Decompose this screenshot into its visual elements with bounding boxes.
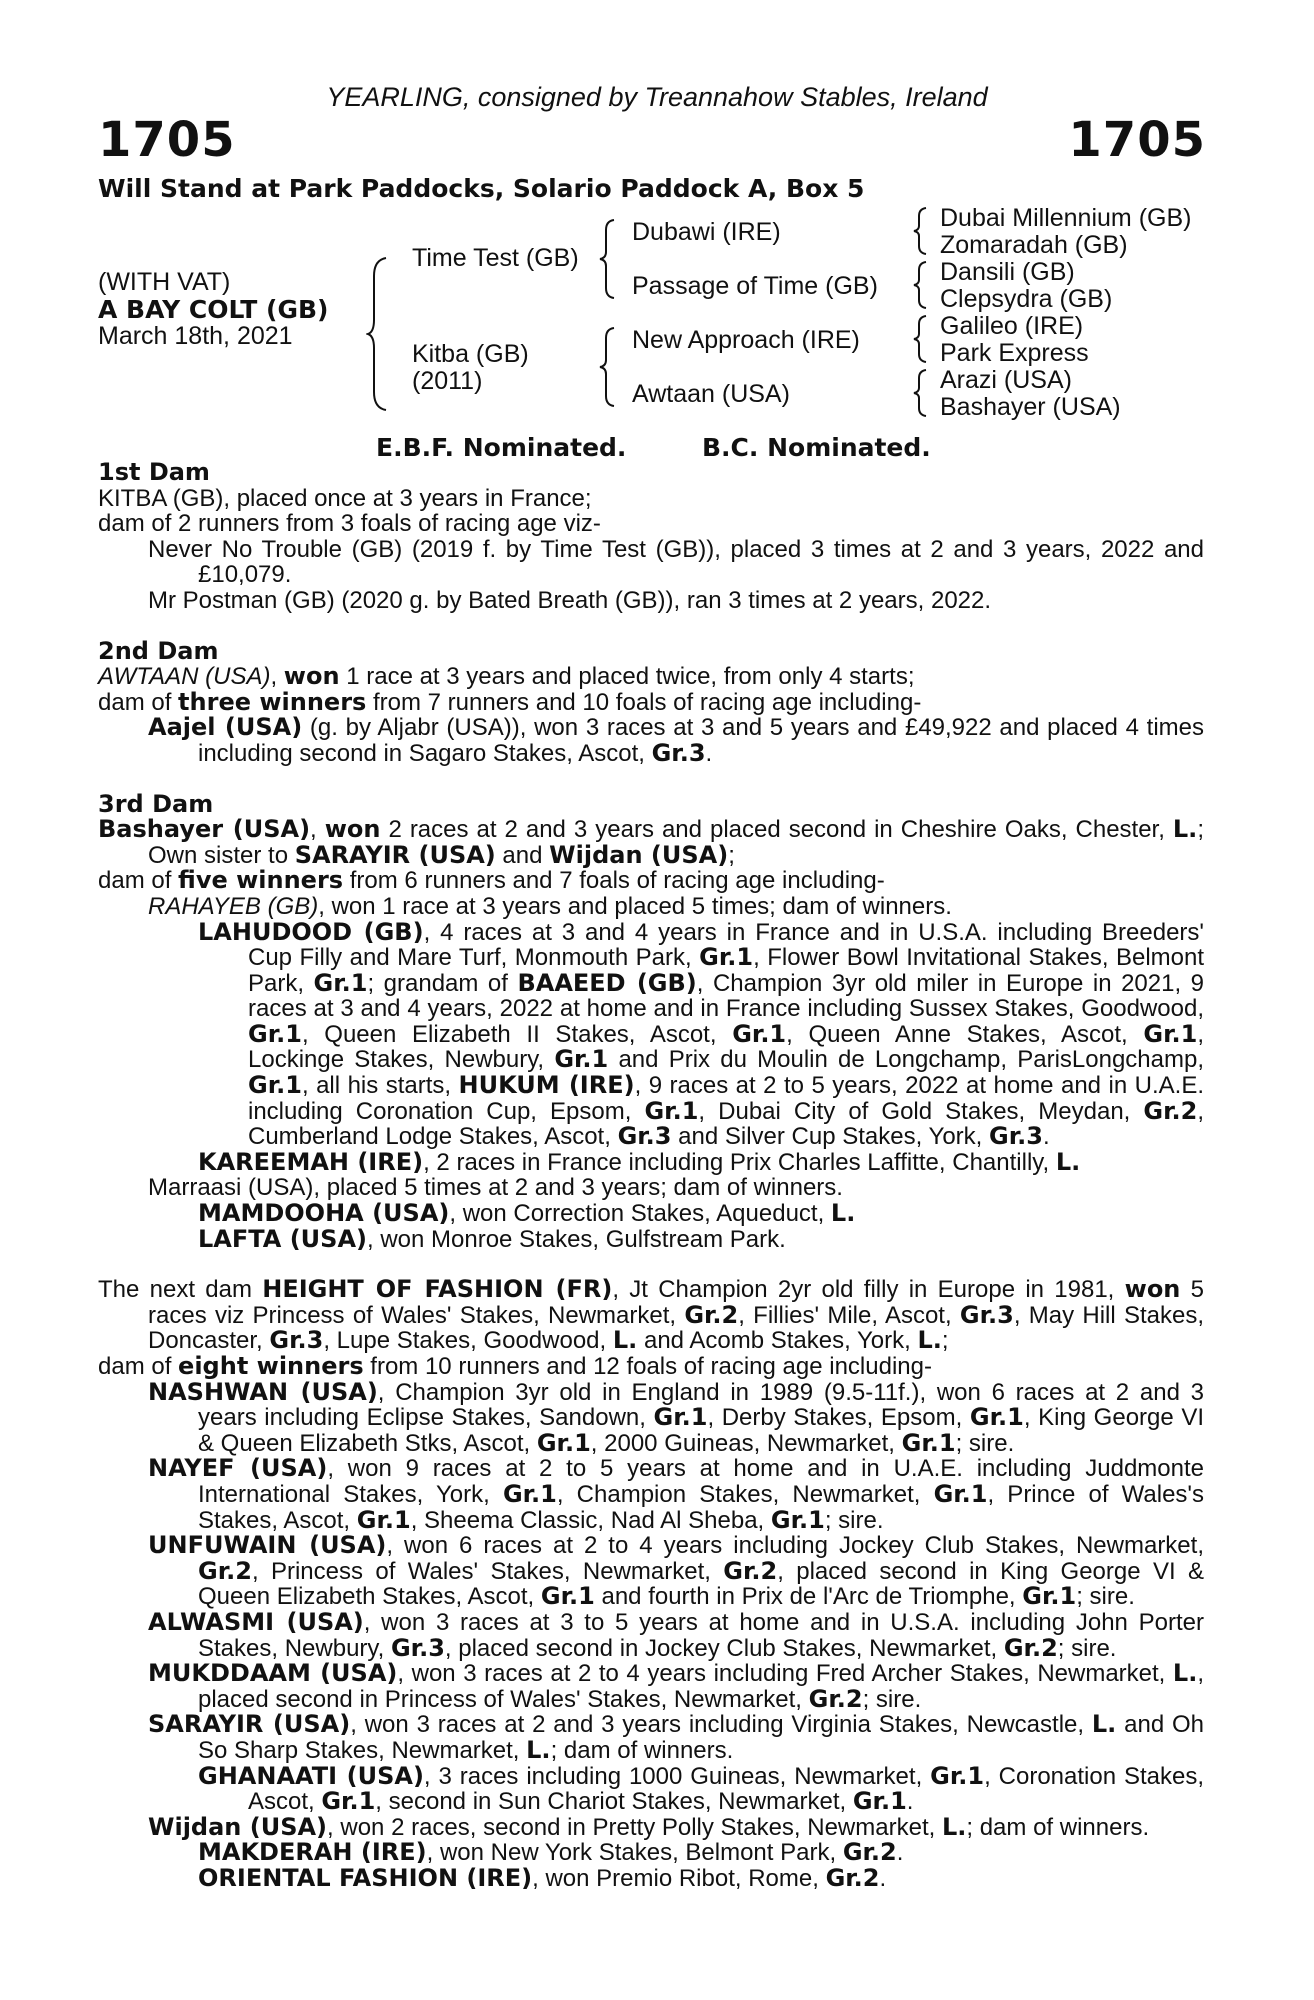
horse-name: A BAY COLT (GB)	[98, 295, 329, 324]
alwasmi-entry: ALWASMI (USA), won 3 races at 3 to 5 years at home and in U.S.A. including John Porter Stakes, Newbury, Gr.3, placed second in Jockey Club Stakes, Newmarket, Gr.2; sire.	[148, 1607, 1204, 1662]
pedigree-gg-8: Bashayer (USA)	[940, 393, 1121, 421]
pedigree-brace-sire	[598, 218, 616, 300]
bashayer-entry: Bashayer (USA), won 2 races at 2 and 3 years and placed second in Cheshire Oaks, Chester, L.; Own sister to SARAYIR (USA) and Wijdan (USA);	[98, 815, 1204, 869]
first-dam-heading: 1st Dam	[98, 458, 210, 486]
pedigree-brace-gg2	[912, 260, 928, 310]
pedigree-gg-5: Galileo (IRE)	[940, 312, 1084, 340]
pedigree-gg-4: Clepsydra (GB)	[940, 285, 1113, 313]
aajel-entry: Aajel (USA) (g. by Aljabr (USA)), won 3 races at 3 and 5 years and £49,922 and placed 4 times including second in Sagaro Stakes, Ascot, Gr.3.	[148, 713, 1204, 767]
pedigree-gg-6: Park Express	[940, 339, 1089, 367]
unfuwain-entry: UNFUWAIN (USA), won 6 races at 2 to 4 years including Jockey Club Stakes, Newmarket, Gr.2, Princess of Wales' Stakes, Newmarket, Gr.2, placed second in King George VI & Queen Elizabeth Stakes, Ascot, Gr.1 and fourth in Prix de l'Arc de Triomphe, Gr.1; sire.	[148, 1531, 1205, 1611]
pedigree-brace-main	[366, 256, 390, 412]
lahudood-entry: LAHUDOOD (GB), 4 races at 3 and 4 years in France and in U.S.A. including Breeders' Cup Filly and Mare Turf, Monmouth Park, Gr.1, Flower Bowl Invitational Stakes, Belmont Park, Gr.1; grandam of BAAEED (GB), Champion 3yr old miler in Europe in 2021, 9 races at 3 and 4 years, 2022 at home and in France including Sussex Stakes, Goodwood, Gr.1, Queen Elizabeth II Stakes, Ascot, Gr.1, Queen Anne Stakes, Ascot, Gr.1, Lockinge Stakes, Newbury, Gr.1 and Prix du Moulin de Longchamp, ParisLongchamp, Gr.1, all his starts, HUKUM (IRE), 9 races at 2 to 5 years, 2022 at home and in U.A.E. including Coronation Cup, Epsom, Gr.1, Dubai City of Gold Stakes, Meydan, Gr.2, Cumberland Lodge Stakes, Ascot, Gr.3 and Silver Cup Stakes, York, Gr.3.	[198, 917, 1205, 1151]
pedigree-gg-3: Dansili (GB)	[940, 258, 1075, 286]
next-dam-entry: The next dam HEIGHT OF FASHION (FR), Jt Champion 2yr old filly in Europe in 1981, won 5 races viz Princess of Wales' Stakes, Newmarket, Gr.2, Fillies' Mile, Ascot, Gr.3, May Hill Stakes, Doncaster, Gr.3, Lupe Stakes, Goodwood, L. and Acomb Stakes, York, L.;	[98, 1275, 1205, 1355]
pedigree-brace-gg1	[912, 206, 928, 256]
consignor-line: YEARLING, consigned by Treannahow Stables, Ireland	[326, 82, 988, 112]
rahayeb-entry: RAHAYEB (GB), won 1 race at 3 years and placed 5 times; dam of winners.	[148, 892, 952, 920]
oriental-fashion-entry: ORIENTAL FASHION (IRE), won Premio Ribot, Rome, Gr.2.	[198, 1863, 887, 1892]
bashayer-produce-line: dam of five winners from 6 runners and 7 foals of racing age including-	[98, 866, 885, 895]
pedigree-gg-2: Zomaradah (GB)	[940, 231, 1128, 259]
ghanaati-entry: GHANAATI (USA), 3 races including 1000 Guineas, Newmarket, Gr.1, Coronation Stakes, Ascot, Gr.1, second in Sun Chariot Stakes, Newmarket, Gr.1.	[198, 1761, 1204, 1816]
first-dam-line1: KITBA (GB), placed once at 3 years in France;	[98, 484, 592, 512]
pedigree-sire: Time Test (GB)	[412, 244, 579, 272]
pedigree-dam-dam: Awtaan (USA)	[632, 380, 790, 408]
pedigree-brace-dam	[598, 326, 616, 408]
pedigree-gg-1: Dubai Millennium (GB)	[940, 204, 1192, 232]
pedigree-dam-sire: New Approach (IRE)	[632, 326, 860, 354]
bc-nomination: B.C. Nominated.	[702, 433, 931, 462]
next-dam-produce-line: dam of eight winners from 10 runners and 12 foals of racing age including-	[98, 1352, 932, 1380]
horse-foaled: March 18th, 2021	[98, 322, 293, 350]
pedigree-dam: Kitba (GB)	[412, 340, 529, 368]
marraasi-entry: Marraasi (USA), placed 5 times at 2 and 3 years; dam of winners.	[148, 1174, 843, 1202]
vat-label: (WITH VAT)	[98, 268, 231, 296]
lafta-entry: LAFTA (USA), won Monroe Stakes, Gulfstream Park.	[198, 1224, 786, 1253]
lot-number-left: 1705	[98, 112, 236, 168]
kareemah-entry: KAREEMAH (IRE), 2 races in France including Prix Charles Laffitte, Chantilly, L.	[198, 1147, 1081, 1176]
produce-1: Never No Trouble (GB) (2019 f. by Time Test (GB)), placed 3 times at 2 and 3 years, 2022 and £10,079.	[148, 535, 1204, 589]
pedigree-gg-7: Arazi (USA)	[940, 366, 1072, 394]
second-dam-line2: dam of three winners from 7 runners and 10 foals of racing age including-	[98, 687, 922, 716]
second-dam-line1: AWTAAN (USA), won 1 race at 3 years and placed twice, from only 4 starts;	[98, 662, 915, 691]
second-dam-name: AWTAAN (USA)	[98, 663, 271, 691]
pedigree-dam-year: (2011)	[412, 367, 483, 395]
pedigree-sire-sire: Dubawi (IRE)	[632, 218, 781, 246]
pedigree-brace-gg3	[912, 314, 928, 364]
second-dam-heading: 2nd Dam	[98, 636, 219, 665]
pedigree-brace-gg4	[912, 368, 928, 418]
mukddaam-entry: MUKDDAAM (USA), won 3 races at 2 to 4 years including Fred Archer Stakes, Newmarket, L., placed second in Princess of Wales' Stakes, Newmarket, Gr.2; sire.	[148, 1659, 1205, 1713]
first-dam-line2: dam of 2 runners from 3 foals of racing age viz-	[98, 510, 601, 538]
stand-location: Will Stand at Park Paddocks, Solario Paddock A, Box 5	[98, 174, 865, 203]
pedigree-sire-dam: Passage of Time (GB)	[632, 272, 878, 300]
wijdan-entry: Wijdan (USA), won 2 races, second in Pretty Polly Stakes, Newmarket, L.; dam of winners.	[148, 1812, 1150, 1841]
nayef-entry: NAYEF (USA), won 9 races at 2 to 5 years at home and in U.A.E. including Juddmonte International Stakes, York, Gr.1, Champion Stakes, Newmarket, Gr.1, Prince of Wales's Stakes, Ascot, Gr.1, Sheema Classic, Nad Al Sheba, Gr.1; sire.	[148, 1454, 1205, 1534]
mamdooha-entry: MAMDOOHA (USA), won Correction Stakes, Aqueduct, L.	[198, 1199, 856, 1228]
produce-2: Mr Postman (GB) (2020 g. by Bated Breath (GB)), ran 3 times at 2 years, 2022.	[148, 586, 992, 614]
nashwan-entry: NASHWAN (USA), Champion 3yr old in England in 1989 (9.5-11f.), won 6 races at 2 and 3 years including Eclipse Stakes, Sandown, Gr.1, Derby Stakes, Epsom, Gr.1, King George VI & Queen Elizabeth Stks, Ascot, Gr.1, 2000 Guineas, Newmarket, Gr.1; sire.	[148, 1377, 1204, 1457]
catalogue-body	[98, 460, 1204, 1891]
ebf-nomination: E.B.F. Nominated.	[376, 433, 627, 462]
makderah-entry: MAKDERAH (IRE), won New York Stakes, Belmont Park, Gr.2.	[198, 1838, 904, 1867]
lot-number-right: 1705	[1068, 112, 1206, 168]
third-dam-heading: 3rd Dam	[98, 789, 214, 818]
sarayir-entry: SARAYIR (USA), won 3 races at 2 and 3 years including Virginia Stakes, Newcastle, L. and Oh So Sharp Stakes, Newmarket, L.; dam of winners.	[148, 1710, 1205, 1764]
